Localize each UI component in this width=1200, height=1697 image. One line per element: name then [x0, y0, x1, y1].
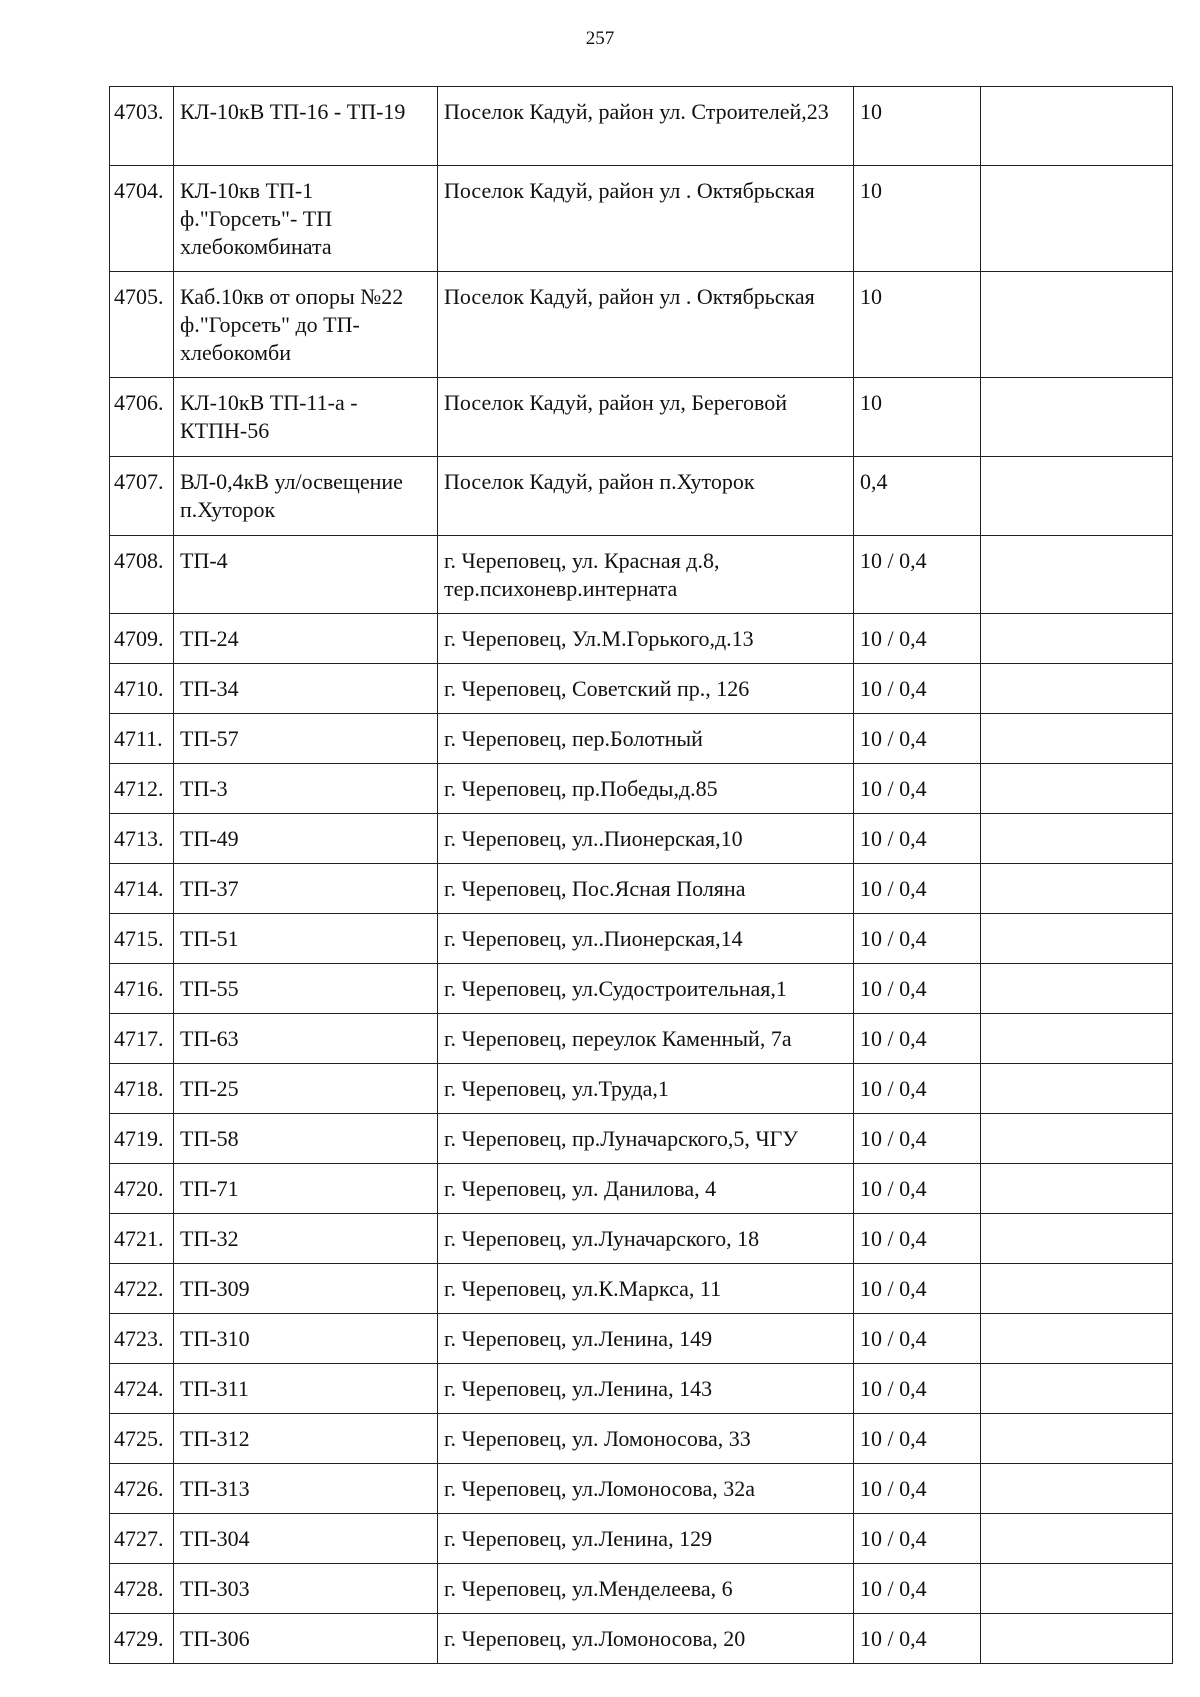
voltage-class: 10: [854, 87, 981, 166]
table-row: [110, 1214, 1173, 1264]
row-number: 4722.: [110, 1264, 174, 1314]
object-location: г. Череповец, ул.Ленина, 149: [438, 1314, 854, 1364]
table-row: [110, 714, 1173, 764]
object-name: ТП-51: [174, 914, 438, 964]
object-name: ТП-304: [174, 1514, 438, 1564]
object-name: ТП-306: [174, 1614, 438, 1664]
object-name: КЛ-10кВ ТП-11-а - КТПН-56: [174, 378, 438, 457]
registry-table-body: [110, 87, 1173, 1664]
table-row: [110, 964, 1173, 1014]
table-row: [110, 378, 1173, 457]
object-location: Поселок Кадуй, район ул . Октябрьская: [438, 272, 854, 378]
voltage-class: 10 / 0,4: [854, 1114, 981, 1164]
object-name: ТП-34: [174, 664, 438, 714]
voltage-class: 10: [854, 272, 981, 378]
object-name: ТП-3: [174, 764, 438, 814]
extra-cell: [981, 1414, 1173, 1464]
extra-cell: [981, 536, 1173, 614]
object-location: г. Череповец, переулок Каменный, 7а: [438, 1014, 854, 1064]
row-number: 4704.: [110, 166, 174, 272]
voltage-class: 10 / 0,4: [854, 614, 981, 664]
extra-cell: [981, 1264, 1173, 1314]
extra-cell: [981, 1564, 1173, 1614]
extra-cell: [981, 614, 1173, 664]
row-number: 4712.: [110, 764, 174, 814]
object-location: г. Череповец, ул. Данилова, 4: [438, 1164, 854, 1214]
object-name: ТП-25: [174, 1064, 438, 1114]
object-location: г. Череповец, пр.Луначарского,5, ЧГУ: [438, 1114, 854, 1164]
voltage-class: 0,4: [854, 457, 981, 536]
row-number: 4728.: [110, 1564, 174, 1614]
object-location: г. Череповец, ул.Ленина, 129: [438, 1514, 854, 1564]
object-location: г. Череповец, ул.Ломоносова, 32а: [438, 1464, 854, 1514]
extra-cell: [981, 1014, 1173, 1064]
table-row: [110, 1514, 1173, 1564]
extra-cell: [981, 764, 1173, 814]
voltage-class: 10 / 0,4: [854, 1314, 981, 1364]
row-number: 4717.: [110, 1014, 174, 1064]
object-location: г. Череповец, Пос.Ясная Поляна: [438, 864, 854, 914]
row-number: 4729.: [110, 1614, 174, 1664]
row-number: 4714.: [110, 864, 174, 914]
extra-cell: [981, 864, 1173, 914]
row-number: 4725.: [110, 1414, 174, 1464]
table-row: [110, 614, 1173, 664]
table-row: [110, 1064, 1173, 1114]
voltage-class: 10 / 0,4: [854, 1064, 981, 1114]
voltage-class: 10 / 0,4: [854, 536, 981, 614]
voltage-class: 10 / 0,4: [854, 1414, 981, 1464]
object-location: г. Череповец, ул..Пионерская,10: [438, 814, 854, 864]
row-number: 4720.: [110, 1164, 174, 1214]
object-location: г. Череповец, ул..Пионерская,14: [438, 914, 854, 964]
row-number: 4716.: [110, 964, 174, 1014]
extra-cell: [981, 457, 1173, 536]
object-name: ТП-24: [174, 614, 438, 664]
table-row: [110, 1564, 1173, 1614]
object-location: г. Череповец, пр.Победы,д.85: [438, 764, 854, 814]
object-name: ТП-57: [174, 714, 438, 764]
table-row: [110, 1414, 1173, 1464]
extra-cell: [981, 1464, 1173, 1514]
object-location: г. Череповец, ул.Труда,1: [438, 1064, 854, 1114]
voltage-class: 10 / 0,4: [854, 864, 981, 914]
extra-cell: [981, 964, 1173, 1014]
voltage-class: 10 / 0,4: [854, 714, 981, 764]
row-number: 4715.: [110, 914, 174, 964]
extra-cell: [981, 87, 1173, 166]
extra-cell: [981, 1314, 1173, 1364]
table-row: [110, 166, 1173, 272]
voltage-class: 10 / 0,4: [854, 964, 981, 1014]
row-number: 4727.: [110, 1514, 174, 1564]
extra-cell: [981, 914, 1173, 964]
voltage-class: 10 / 0,4: [854, 1214, 981, 1264]
registry-table: [109, 86, 1173, 1664]
table-row: [110, 1314, 1173, 1364]
object-location: г. Череповец, ул. Ломоносова, 33: [438, 1414, 854, 1464]
voltage-class: 10 / 0,4: [854, 1264, 981, 1314]
row-number: 4719.: [110, 1114, 174, 1164]
table-row: [110, 1614, 1173, 1664]
object-name: ТП-310: [174, 1314, 438, 1364]
object-name: ТП-303: [174, 1564, 438, 1614]
object-name: ТП-55: [174, 964, 438, 1014]
object-location: г. Череповец, ул.Судостроительная,1: [438, 964, 854, 1014]
extra-cell: [981, 166, 1173, 272]
extra-cell: [981, 272, 1173, 378]
object-location: Поселок Кадуй, район ул, Береговой: [438, 378, 854, 457]
table-row: [110, 664, 1173, 714]
extra-cell: [981, 664, 1173, 714]
row-number: 4721.: [110, 1214, 174, 1264]
extra-cell: [981, 1064, 1173, 1114]
object-location: г. Череповец, ул.Ломоносова, 20: [438, 1614, 854, 1664]
table-row: [110, 1264, 1173, 1314]
row-number: 4703.: [110, 87, 174, 166]
object-name: ТП-32: [174, 1214, 438, 1264]
object-location: г. Череповец, ул.Ленина, 143: [438, 1364, 854, 1414]
row-number: 4706.: [110, 378, 174, 457]
row-number: 4709.: [110, 614, 174, 664]
extra-cell: [981, 1114, 1173, 1164]
table-row: [110, 272, 1173, 378]
row-number: 4726.: [110, 1464, 174, 1514]
table-row: [110, 1364, 1173, 1414]
object-location: г. Череповец, ул.Луначарского, 18: [438, 1214, 854, 1264]
row-number: 4705.: [110, 272, 174, 378]
table-row: [110, 87, 1173, 166]
voltage-class: 10 / 0,4: [854, 1014, 981, 1064]
table-row: [110, 814, 1173, 864]
extra-cell: [981, 1214, 1173, 1264]
table-row: [110, 864, 1173, 914]
object-location: Поселок Кадуй, район ул . Октябрьская: [438, 166, 854, 272]
extra-cell: [981, 714, 1173, 764]
object-name: КЛ-10кв ТП-1 ф."Горсеть"- ТП хлебокомбината: [174, 166, 438, 272]
object-name: ТП-4: [174, 536, 438, 614]
object-location: Поселок Кадуй, район п.Хуторок: [438, 457, 854, 536]
row-number: 4718.: [110, 1064, 174, 1114]
table-row: [110, 1014, 1173, 1064]
object-location: г. Череповец, Ул.М.Горького,д.13: [438, 614, 854, 664]
voltage-class: 10 / 0,4: [854, 1514, 981, 1564]
row-number: 4710.: [110, 664, 174, 714]
voltage-class: 10 / 0,4: [854, 1364, 981, 1414]
voltage-class: 10: [854, 378, 981, 457]
voltage-class: 10 / 0,4: [854, 1464, 981, 1514]
voltage-class: 10 / 0,4: [854, 1614, 981, 1664]
row-number: 4708.: [110, 536, 174, 614]
object-location: г. Череповец, ул.Менделеева, 6: [438, 1564, 854, 1614]
row-number: 4707.: [110, 457, 174, 536]
object-name: ТП-37: [174, 864, 438, 914]
voltage-class: 10 / 0,4: [854, 814, 981, 864]
table-row: [110, 1164, 1173, 1214]
row-number: 4723.: [110, 1314, 174, 1364]
extra-cell: [981, 1364, 1173, 1414]
row-number: 4724.: [110, 1364, 174, 1414]
table-row: [110, 1464, 1173, 1514]
voltage-class: 10 / 0,4: [854, 914, 981, 964]
object-name: ТП-71: [174, 1164, 438, 1214]
extra-cell: [981, 814, 1173, 864]
object-name: Каб.10кв от опоры №22 ф."Горсеть" до ТП-хлебокомби: [174, 272, 438, 378]
object-name: ТП-63: [174, 1014, 438, 1064]
table-row: [110, 536, 1173, 614]
extra-cell: [981, 1614, 1173, 1664]
object-location: г. Череповец, ул. Красная д.8, тер.психоневр.интерната: [438, 536, 854, 614]
object-name: ВЛ-0,4кВ ул/освещение п.Хуторок: [174, 457, 438, 536]
table-row: [110, 1114, 1173, 1164]
object-location: г. Череповец, ул.К.Маркса, 11: [438, 1264, 854, 1314]
page-number: 257: [585, 28, 615, 49]
object-location: г. Череповец, пер.Болотный: [438, 714, 854, 764]
object-location: г. Череповец, Советский пр., 126: [438, 664, 854, 714]
table-row: [110, 457, 1173, 536]
extra-cell: [981, 1514, 1173, 1564]
object-name: ТП-309: [174, 1264, 438, 1314]
voltage-class: 10 / 0,4: [854, 1564, 981, 1614]
row-number: 4711.: [110, 714, 174, 764]
extra-cell: [981, 1164, 1173, 1214]
extra-cell: [981, 378, 1173, 457]
table-row: [110, 764, 1173, 814]
voltage-class: 10: [854, 166, 981, 272]
voltage-class: 10 / 0,4: [854, 764, 981, 814]
voltage-class: 10 / 0,4: [854, 1164, 981, 1214]
row-number: 4713.: [110, 814, 174, 864]
object-name: КЛ-10кВ ТП-16 - ТП-19: [174, 87, 438, 166]
object-name: ТП-312: [174, 1414, 438, 1464]
object-location: Поселок Кадуй, район ул. Строителей,23: [438, 87, 854, 166]
voltage-class: 10 / 0,4: [854, 664, 981, 714]
object-name: ТП-49: [174, 814, 438, 864]
table-row: [110, 914, 1173, 964]
object-name: ТП-313: [174, 1464, 438, 1514]
object-name: ТП-58: [174, 1114, 438, 1164]
object-name: ТП-311: [174, 1364, 438, 1414]
